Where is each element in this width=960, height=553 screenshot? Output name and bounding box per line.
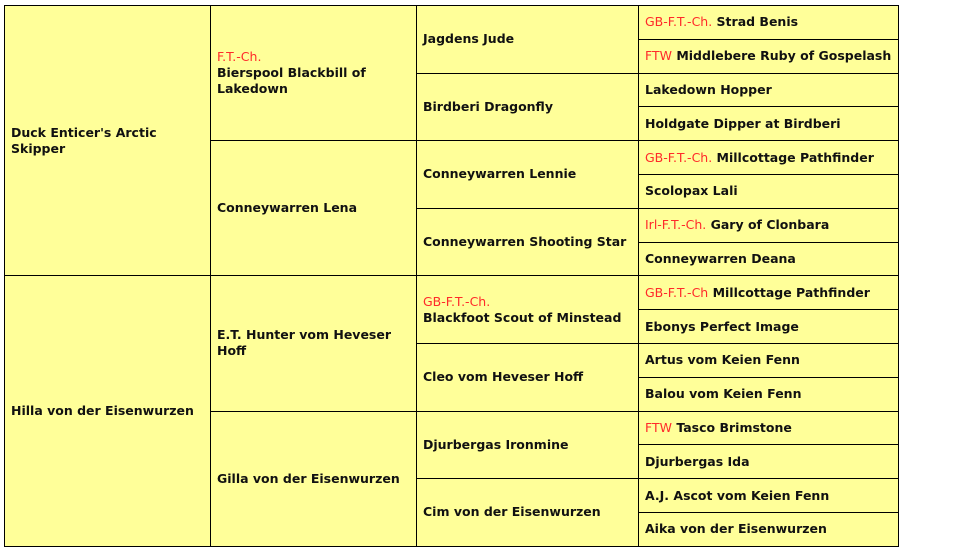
gen4-title-1: GB-F.T.-Ch. [645,14,713,30]
gen4-name-2: Middlebere Ruby of Gospelash [676,48,892,64]
gen3-cell-7 [417,411,639,479]
gen4-name-12: Balou vom Keien Fenn [645,386,802,402]
gen4-title-2: FTW [645,48,672,64]
gen3-cell-8 [417,479,639,547]
gen4-name-6: Scolopax Lali [645,183,738,199]
sire-cell [5,6,211,276]
gen4-title-5: GB-F.T.-Ch. [645,149,713,165]
gen4-cell-4 [639,107,899,141]
dam-name: Hilla von der Eisenwurzen [11,403,194,419]
gen4-name-9: Millcottage Pathfinder [712,284,870,300]
gen4-name-10: Ebonys Perfect Image [645,318,799,334]
gen4-name-8: Conneywarren Deana [645,250,796,266]
sire-sire-name: Bierspool Blackbill of Lakedown [217,65,366,97]
gen4-name-4: Holdgate Dipper at Birdberi [645,115,841,131]
gen4-name-3: Lakedown Hopper [645,81,772,97]
gen4-name-14: Djurbergas Ida [645,453,750,469]
gen4-cell-3 [639,73,899,107]
gen4-cell-5 [639,141,899,175]
gen4-cell-16 [639,512,899,546]
gen4-name-11: Artus vom Keien Fenn [645,352,800,368]
gen4-cell-1 [639,6,899,40]
sire-sire-title: F.T.-Ch. [217,49,262,65]
gen4-title-9: GB-F.T.-Ch [645,284,709,300]
dam-cell [5,276,211,546]
gen3-name-2: Birdberi Dragonfly [423,98,553,114]
gen4-name-7: Gary of Clonbara [710,217,830,233]
gen3-name-3: Conneywarren Lennie [423,166,577,182]
gen4-name-16: Aika von der Eisenwurzen [645,521,827,537]
gen4-name-5: Millcottage Pathfinder [716,149,874,165]
gen4-name-1: Strad Benis [716,14,799,30]
gen4-cell-8 [639,242,899,276]
gen3-cell-2 [417,73,639,141]
gen4-cell-9 [639,276,899,310]
gen3-name-4: Conneywarren Shooting Star [423,234,627,250]
gen4-title-7: Irl-F.T.-Ch. [645,217,707,233]
gen4-cell-11 [639,343,899,377]
sire-name: Duck Enticer's Arctic Skipper [11,124,157,156]
dam-dam-name: Gilla von der Eisenwurzen [217,470,400,486]
gen3-cell-1 [417,6,639,74]
gen4-cell-7 [639,208,899,242]
sire-sire-cell [211,6,417,141]
gen4-cell-12 [639,377,899,411]
gen3-name-1: Jagdens Jude [423,31,515,47]
gen3-title-5: GB-F.T.-Ch. [423,293,491,309]
gen3-cell-6 [417,343,639,411]
dam-sire-cell [211,276,417,411]
gen4-cell-14 [639,445,899,479]
gen3-cell-4 [417,208,639,276]
pedigree-table [4,5,899,547]
gen4-cell-15 [639,479,899,513]
gen3-name-5: Blackfoot Scout of Minstead [423,309,622,325]
sire-dam-cell [211,141,417,276]
dam-sire-name: E.T. Hunter vom Heveser Hoff [217,327,392,359]
gen3-name-8: Cim von der Eisenwurzen [423,504,601,520]
gen3-cell-3 [417,141,639,209]
gen3-name-7: Djurbergas Ironmine [423,436,569,452]
dam-dam-cell [211,411,417,546]
gen3-name-6: Cleo vom Heveser Hoff [423,369,584,385]
gen4-cell-6 [639,174,899,208]
sire-dam-name: Conneywarren Lena [217,200,358,216]
gen4-name-15: A.J. Ascot vom Keien Fenn [645,487,830,503]
gen4-cell-2 [639,39,899,73]
gen4-title-13: FTW [645,419,672,435]
gen4-name-13: Tasco Brimstone [676,419,792,435]
gen4-cell-13 [639,411,899,445]
gen4-cell-10 [639,310,899,344]
gen3-cell-5 [417,276,639,344]
